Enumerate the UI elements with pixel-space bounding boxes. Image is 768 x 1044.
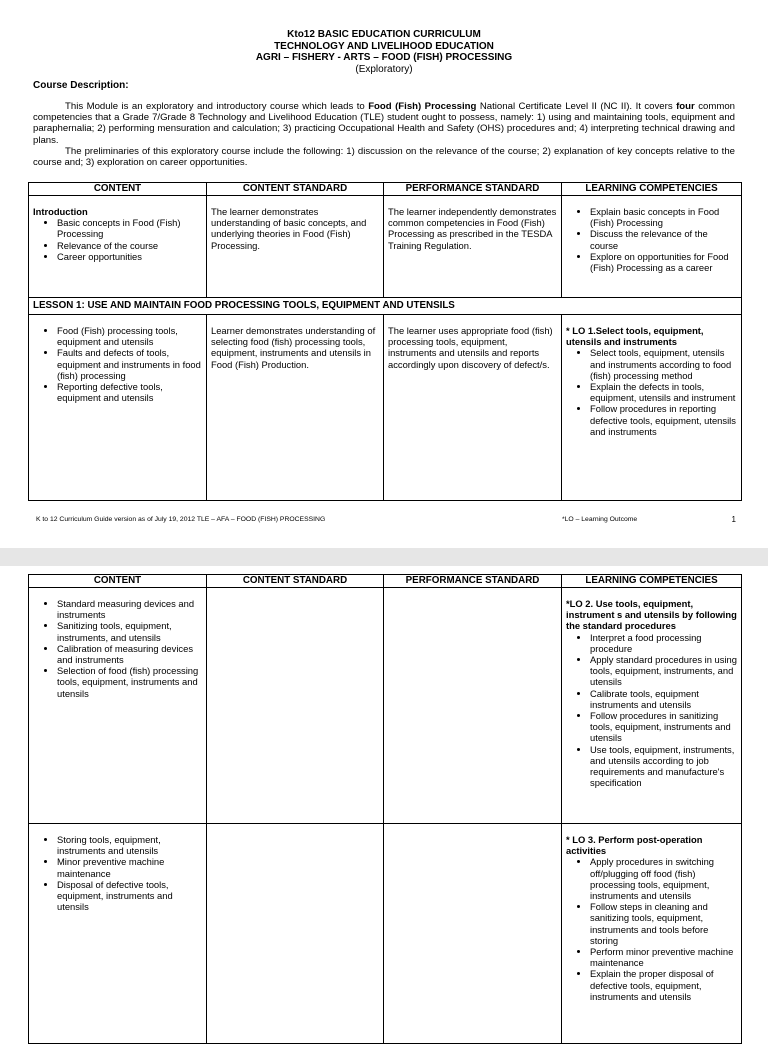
header-line-1: Kto12 BASIC EDUCATION CURRICULUM bbox=[287, 29, 481, 40]
curriculum-table-page-1 bbox=[28, 182, 742, 501]
content-cell bbox=[29, 196, 207, 298]
column-header-content-standard: CONTENT STANDARD bbox=[207, 575, 384, 588]
lesson-1-title: LESSON 1: USE AND MAINTAIN FOOD PROCESSING TOOLS, EQUIPMENT AND UTENSILS bbox=[33, 300, 455, 311]
performance-standard-text: The learner independently demonstrates common competencies in Food (Fish) Processing as prescribed in the TESDA Training Regulation. bbox=[388, 206, 557, 251]
list-item: • Explain the defects in tools, equipment, utensils and instrument bbox=[590, 381, 737, 403]
content-list bbox=[33, 598, 202, 699]
list-item: • Explain the proper disposal of defective tools, equipment, instruments and utensils bbox=[590, 968, 737, 1002]
performance-standard-cell bbox=[384, 824, 562, 1044]
header-line-4: (Exploratory) bbox=[355, 63, 413, 75]
learning-outcome-title: * LO 3. Perform post-operation activities bbox=[566, 834, 703, 857]
list-item: • Follow steps in cleaning and sanitizing tools, equipment, instruments and tools before storing bbox=[590, 901, 737, 946]
list-item: • Minor preventive machine maintenance bbox=[57, 856, 202, 878]
competencies-list bbox=[566, 347, 737, 437]
content-standard-cell bbox=[207, 196, 384, 298]
list-item: • Reporting defective tools, equipment and utensils bbox=[57, 381, 202, 403]
page-number: 1 bbox=[731, 515, 736, 524]
desc-text: common competencies that a Grade 7/Grade 8 Technology and Livelihood Education (TLE) student ought to possess, namely: 1) using and maintaining tools, equipment and paraphernalia; 2) performing mensuration and calculation; 3) practicing Occupational Health and Safety (OHS) procedures and; 4) interpreting technical drawing and plans. bbox=[33, 101, 736, 146]
list-item: • Career opportunities bbox=[57, 251, 202, 262]
page-2 bbox=[0, 548, 768, 1024]
list-item: • Standard measuring devices and instruments bbox=[57, 598, 202, 620]
list-item: • Sanitizing tools, equipment, instruments, and utensils bbox=[57, 620, 202, 642]
course-description bbox=[33, 101, 735, 168]
header-line-2: TECHNOLOGY AND LIVELIHOOD EDUCATION bbox=[274, 40, 494, 52]
desc-bold-text: Food (Fish) Processing bbox=[368, 101, 477, 112]
content-standard-cell bbox=[207, 824, 384, 1044]
list-item: • Explain basic concepts in Food (Fish) Processing bbox=[590, 206, 737, 228]
list-item: • Apply procedures in switching off/plugging off food (fish) processing tools, equipment, instruments and utensils bbox=[590, 856, 737, 901]
table-row-lesson-1 bbox=[29, 315, 742, 501]
lesson-heading-cell bbox=[29, 298, 742, 315]
content-standard-cell bbox=[207, 588, 384, 824]
desc-text: National Certificate Level II (NC II). It covers bbox=[476, 101, 677, 112]
list-item: • Discuss the relevance of the course bbox=[590, 228, 737, 250]
list-item: • Follow procedures in sanitizing tools, equipment, instruments and utensils bbox=[590, 710, 737, 744]
course-description-paragraph-1 bbox=[33, 101, 735, 146]
column-header-learning-competencies: LEARNING COMPETENCIES bbox=[562, 575, 742, 588]
competencies-cell bbox=[562, 824, 742, 1044]
list-item: • Explore on opportunities for Food (Fish) Processing as a career bbox=[590, 251, 737, 273]
competencies-list bbox=[566, 856, 737, 1002]
lesson-heading-row bbox=[29, 298, 742, 315]
competencies-cell bbox=[562, 588, 742, 824]
document-header bbox=[0, 0, 768, 75]
list-item: • Calibrate tools, equipment instruments and utensils bbox=[590, 688, 737, 710]
desc-bold-text: four bbox=[676, 101, 695, 112]
list-item: • Food (Fish) processing tools, equipment and utensils bbox=[57, 325, 202, 347]
performance-standard-cell bbox=[384, 196, 562, 298]
table-row-lo-2 bbox=[29, 588, 742, 824]
competencies-cell bbox=[562, 196, 742, 298]
content-list bbox=[33, 834, 202, 912]
course-description-paragraph-2: The preliminaries of this exploratory course include the following: 1) discussion on the relevance of the course; 2) explanation of key concepts relative to the course and; 3) exploration on career opportunities. bbox=[33, 145, 735, 169]
content-list bbox=[33, 325, 202, 403]
footer-lo-note: *LO – Learning Outcome bbox=[562, 516, 638, 523]
list-item: • Storing tools, equipment, instruments and utensils bbox=[57, 834, 202, 856]
list-item: • Relevance of the course bbox=[57, 240, 202, 251]
table-row-introduction bbox=[29, 196, 742, 298]
list-item: • Selection of food (fish) processing tools, equipment, instruments and utensils bbox=[57, 665, 202, 699]
content-cell bbox=[29, 588, 207, 824]
column-header-performance-standard: PERFORMANCE STANDARD bbox=[384, 183, 562, 196]
content-cell bbox=[29, 315, 207, 501]
performance-standard-cell bbox=[384, 588, 562, 824]
desc-text: This Module is an exploratory and introductory course which leads to bbox=[65, 101, 369, 112]
learning-outcome-title: * LO 1.Select tools, equipment, utensils and instruments bbox=[566, 325, 704, 348]
footer-version: K to 12 Curriculum Guide version as of July 19, 2012 TLE – AFA – FOOD (FISH) PROCESSING bbox=[36, 516, 326, 523]
list-item: • Interpret a food processing procedure bbox=[590, 632, 737, 654]
competencies-cell bbox=[562, 315, 742, 501]
column-header-performance-standard: PERFORMANCE STANDARD bbox=[384, 575, 562, 588]
list-item: • Calibration of measuring devices and instruments bbox=[57, 643, 202, 665]
list-item: • Apply standard procedures in using tools, equipment, instruments, and utensils bbox=[590, 654, 737, 688]
content-standard-cell bbox=[207, 315, 384, 501]
header-line-3: AGRI – FISHERY - ARTS – FOOD (FISH) PROCESSING bbox=[255, 52, 513, 63]
competencies-list bbox=[566, 206, 737, 273]
content-list bbox=[33, 217, 202, 262]
table-header-row bbox=[29, 183, 742, 196]
column-header-content: CONTENT bbox=[29, 183, 207, 196]
competencies-list bbox=[566, 632, 737, 789]
content-standard-text: Learner demonstrates understanding of selecting food (fish) processing tools, equipment, instruments and utensils in Food (Fish) Production. bbox=[211, 325, 376, 370]
performance-standard-cell bbox=[384, 315, 562, 501]
learning-outcome-title: *LO 2. Use tools, equipment, instrument s and utensils by following the standard procedures bbox=[566, 598, 737, 632]
table-row-lo-3 bbox=[29, 824, 742, 1044]
list-item: • Perform minor preventive machine maintenance bbox=[590, 946, 737, 968]
list-item: • Follow procedures in reporting defective tools, equipment, utensils and instruments bbox=[590, 403, 737, 437]
column-header-content: CONTENT bbox=[29, 575, 207, 588]
list-item: • Faults and defects of tools, equipment and instruments in food (fish) processing bbox=[57, 347, 202, 381]
column-header-content-standard: CONTENT STANDARD bbox=[207, 183, 384, 196]
content-cell bbox=[29, 824, 207, 1044]
list-item: • Select tools, equipment, utensils and instruments according to food (fish) processing method bbox=[590, 347, 737, 381]
course-description-label: Course Description: bbox=[33, 80, 129, 91]
table-header-row bbox=[29, 575, 742, 588]
performance-standard-text: The learner uses appropriate food (fish) processing tools, equipment, instruments and utensils and reports accordingly upon discovery of defect/s. bbox=[388, 325, 553, 370]
list-item: • Disposal of defective tools, equipment, instruments and utensils bbox=[57, 879, 202, 913]
intro-title: Introduction bbox=[33, 206, 88, 217]
column-header-learning-competencies: LEARNING COMPETENCIES bbox=[562, 183, 742, 196]
curriculum-table-page-2 bbox=[28, 574, 742, 1044]
list-item: • Basic concepts in Food (Fish) Processing bbox=[57, 217, 202, 239]
list-item: • Use tools, equipment, instruments, and utensils according to job requirements and manufacture's specification bbox=[590, 744, 737, 789]
content-standard-text: The learner demonstrates understanding of basic concepts, and underlying theories in Food (Fish) Processing. bbox=[211, 206, 367, 251]
